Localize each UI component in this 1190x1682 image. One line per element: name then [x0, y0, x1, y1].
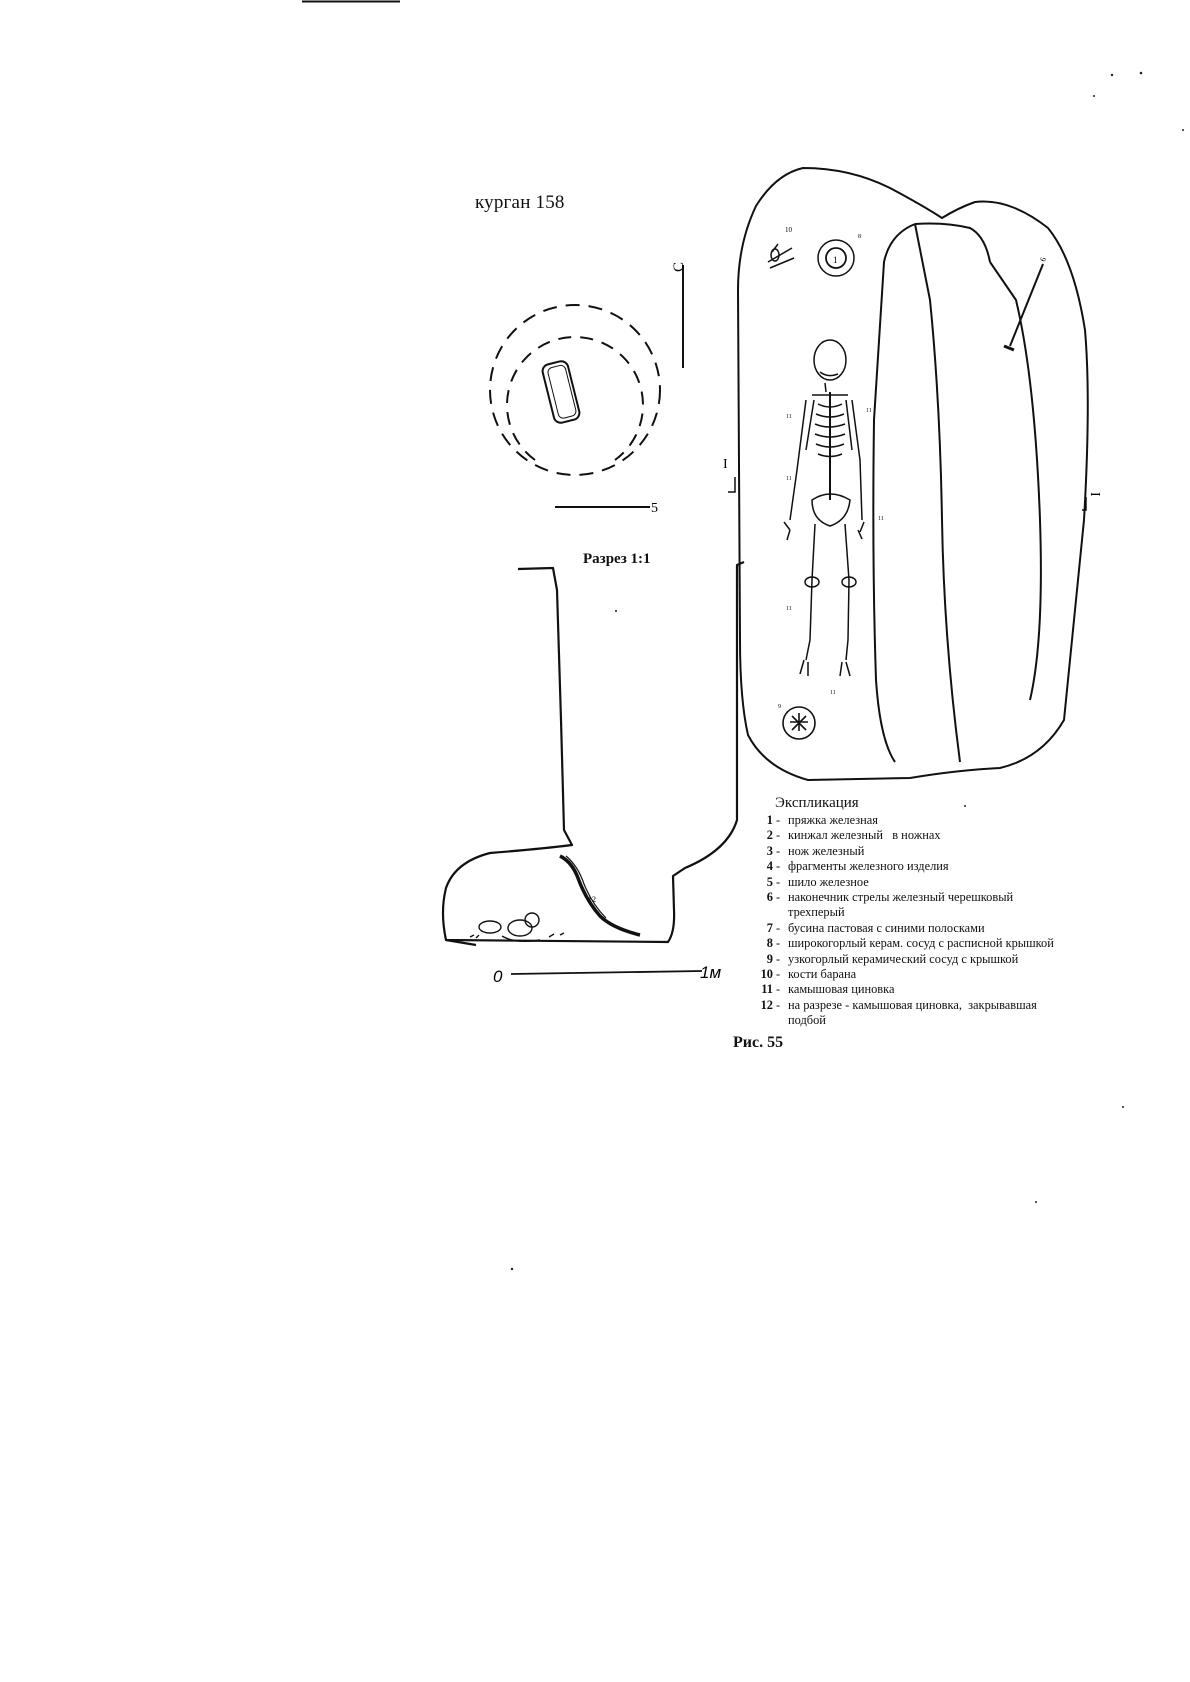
- figure-caption: Рис. 55: [733, 1034, 784, 1051]
- section-title: Разрез 1:1: [583, 551, 651, 567]
- section-profile: [443, 562, 744, 945]
- svg-text:11: 11: [830, 690, 836, 696]
- legend-item-continuation: трехперый: [788, 905, 845, 920]
- legend-item: 11 - камышовая циновка: [761, 982, 895, 997]
- plan-north-marker: С: [671, 261, 687, 272]
- svg-text:11: 11: [786, 606, 792, 612]
- grave-finds-top: [768, 240, 854, 276]
- svg-text:11: 11: [786, 414, 792, 420]
- scan-specks: [511, 72, 1184, 1271]
- section-find-12: 12: [588, 895, 596, 904]
- legend-item: 3 - нож железный: [766, 843, 865, 858]
- svg-text:11: 11: [866, 408, 872, 414]
- find-10-label: 10: [785, 226, 792, 234]
- scale-bar-start: 0: [493, 967, 503, 986]
- legend-item: 9 - узкогорлый керамический сосуд с крышкой: [766, 951, 1019, 966]
- legend-item: 1 - пряжка железная: [766, 813, 878, 827]
- find-8-label: 8: [858, 234, 861, 240]
- legend-item: 2 - кинжал железный в ножнах: [766, 828, 941, 843]
- find-1-label: 1: [833, 255, 838, 265]
- legend-item: 10 - кости барана: [760, 967, 857, 982]
- legend-item: 12 - на разрезе - камышовая циновка, закрывавшая: [760, 997, 1037, 1012]
- mound-plan: [490, 265, 683, 507]
- plan-scale-label: 5: [651, 501, 658, 516]
- legend-item-continuation: подбой: [788, 1013, 826, 1028]
- svg-text:11: 11: [878, 516, 884, 522]
- niche-reed-mat: [560, 856, 640, 935]
- explication-heading: Экспликация: [775, 795, 859, 811]
- section-marker-right: I: [1087, 492, 1102, 497]
- skeleton-find-labels: [786, 408, 884, 696]
- legend-item: 5 - шило железное: [766, 874, 869, 889]
- explication-legend: [750, 795, 1054, 1029]
- section-sheep-bones: [470, 913, 564, 941]
- legend-item: 8 - широкогорлый керам. сосуд с расписной крышкой: [766, 936, 1054, 951]
- legend-item: 6 - наконечник стрелы железный черешковый: [766, 890, 1014, 905]
- mound-title: курган 158: [475, 192, 565, 213]
- section-markers: [728, 477, 1086, 510]
- find-9-label: 9: [778, 704, 781, 710]
- skeleton: [784, 340, 864, 676]
- scale-bar-end: 1м: [700, 963, 722, 982]
- svg-text:11: 11: [786, 476, 792, 482]
- section-marker-left: I: [723, 457, 728, 472]
- legend-item: 7 - бусина пастовая с синими полосками: [766, 920, 985, 935]
- vessel-9-plan: [783, 707, 815, 739]
- find-6-label: 6: [1038, 256, 1048, 263]
- scale-bar-line: [511, 971, 702, 974]
- legend-item: 4 - фрагменты железного изделия: [766, 859, 949, 874]
